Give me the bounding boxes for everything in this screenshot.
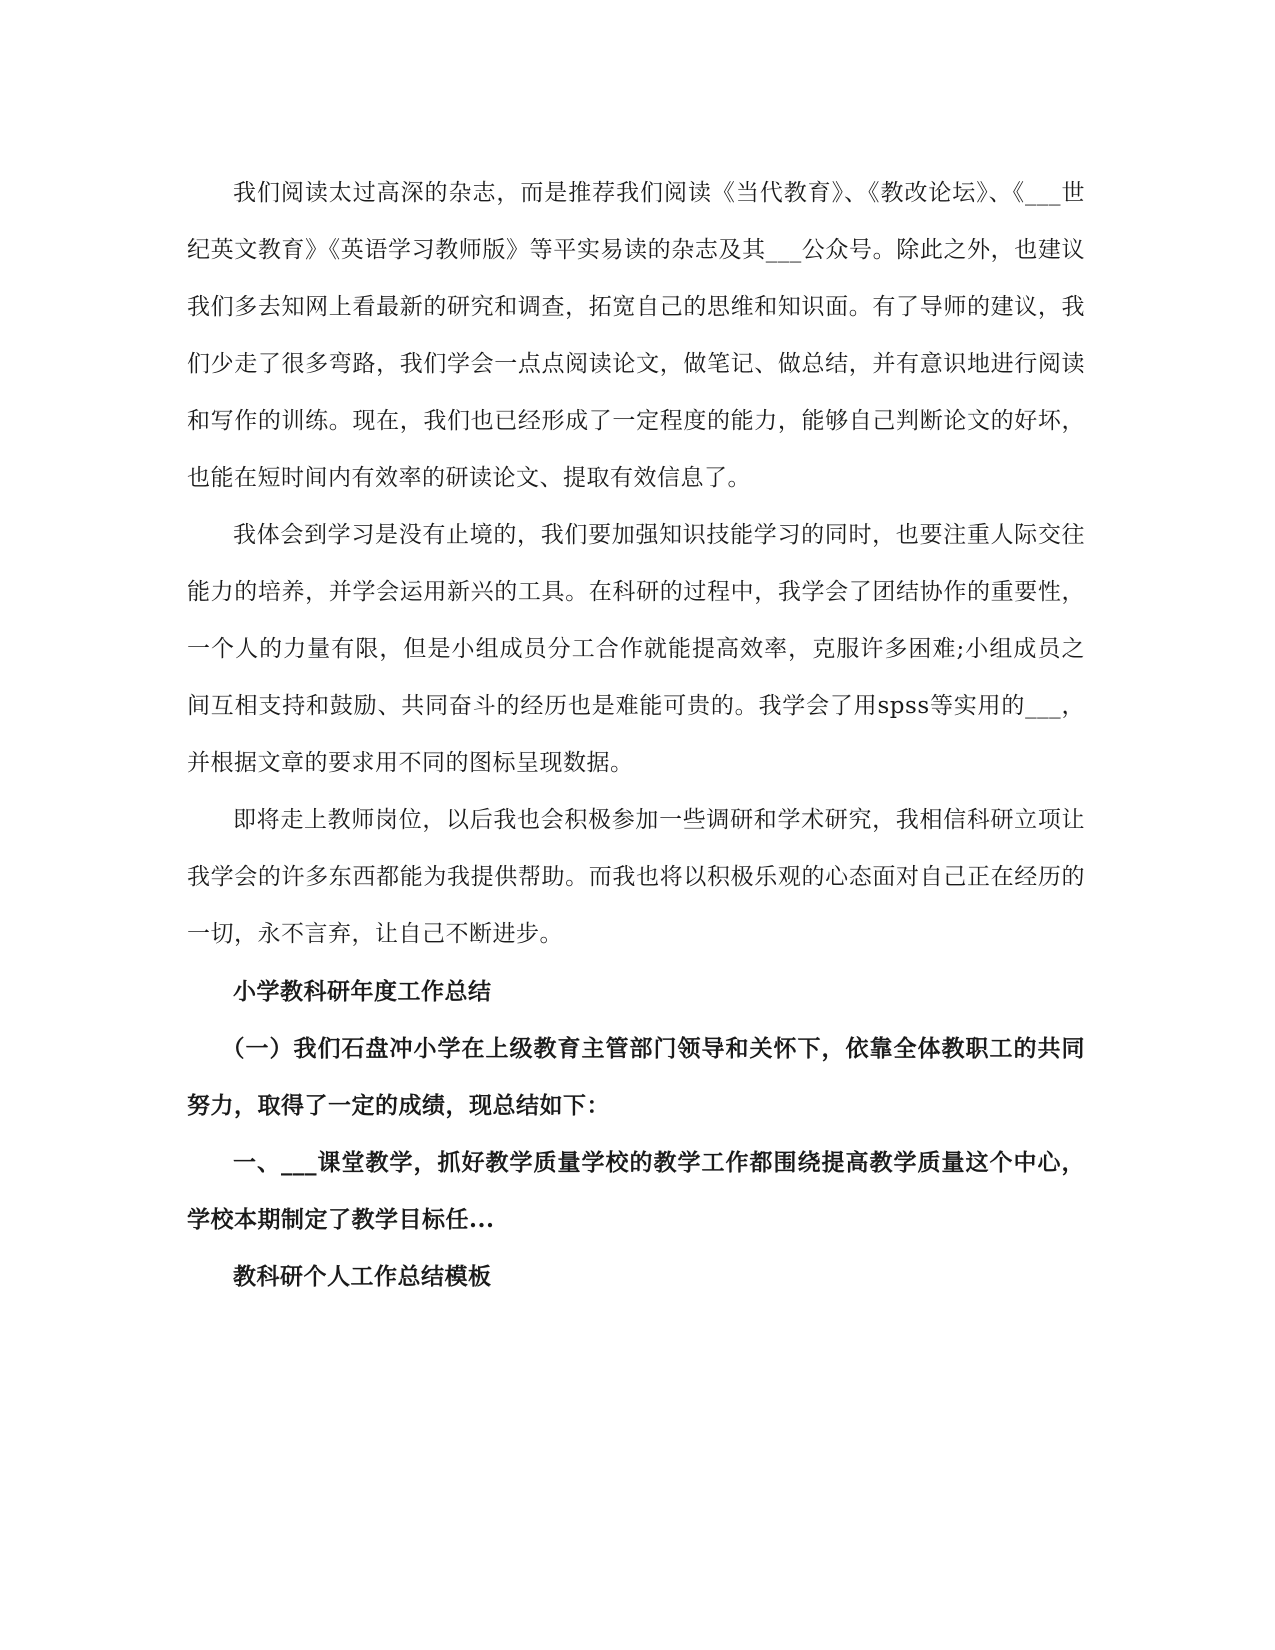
body-paragraph-3: 即将走上教师岗位，以后我也会积极参加一些调研和学术研究，我相信科研立项让我学会的许多东西都能为我提供帮助。而我也将以积极乐观的心态面对自己正在经历的一切，永不言弃，让自己不断进步。 [187,807,1085,947]
body-paragraph-2: 我体会到学习是没有止境的，我们要加强知识技能学习的同时，也要注重人际交往能力的培养，并学会运用新兴的工具。在科研的过程中，我学会了团结协作的重要性，一个人的力量有限，但是小组成员分工合作就能提高效率，克服许多困难;小组成员之间互相支持和鼓励、共同奋斗的经历也是难能可贵的。我学会了用spss等实用的___，并根据文章的要求用不同的图标呈现数据。 [187,522,1085,776]
bold-paragraph-intro: （一）我们石盘冲小学在上级教育主管部门领导和关怀下，依靠全体教职工的共同努力，取得了一定的成绩，现总结如下： [187,1035,1085,1119]
section-title-personal-template: 教科研个人工作总结模板 [233,1263,492,1290]
bold-paragraph-classroom: 一、___课堂教学，抓好教学质量学校的教学工作都围绕提高教学质量这个中心，学校本期制定了教学目标任... [187,1149,1085,1233]
body-paragraph-1: 我们阅读太过高深的杂志，而是推荐我们阅读《当代教育》、《教改论坛》、《___世纪英文教育》《英语学习教师版》等平实易读的杂志及其___公众号。除此之外，也建议我们多去知网上看最新的研究和调查，拓宽自己的思维和知识面。有了导师的建议，我们少走了很多弯路，我们学会一点点阅读论文，做笔记、做总结，并有意识地进行阅读和写作的训练。现在，我们也已经形成了一定程度的能力，能够自己判断论文的好坏，也能在短时间内有效率的研读论文、提取有效信息了。 [187,180,1085,491]
document-content [187,165,1085,1305]
section-title-annual-summary: 小学教科研年度工作总结 [233,978,492,1005]
